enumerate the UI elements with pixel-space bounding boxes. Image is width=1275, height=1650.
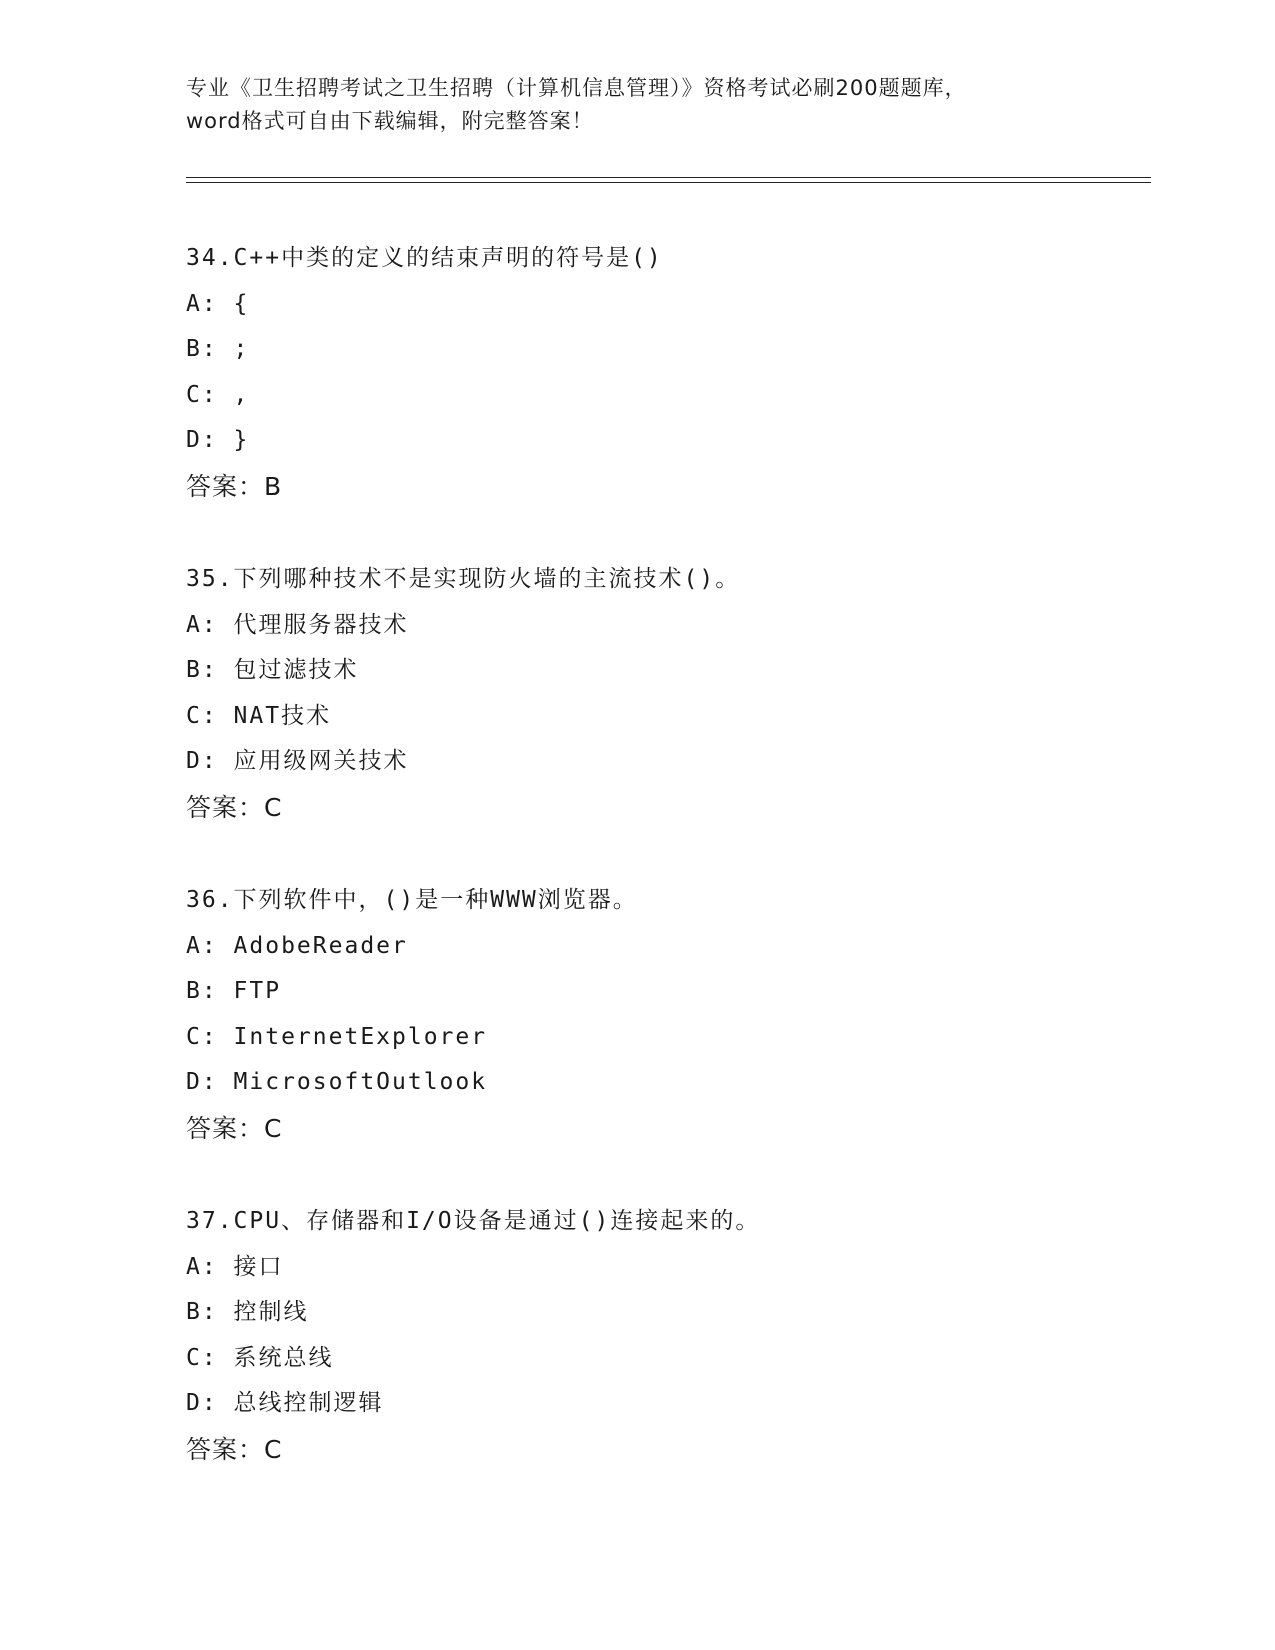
option-a: A: 接口 [186, 1253, 284, 1280]
option-d: D: } [186, 427, 250, 453]
header-line-1: 专业《卫生招聘考试之卫生招聘（计算机信息管理）》资格考试必刷200题题库， [186, 76, 967, 100]
option-b: B: 控制线 [186, 1299, 309, 1325]
question-35 [186, 557, 1146, 830]
document-header [186, 72, 1086, 138]
question-text: 37.CPU、存储器和I/O设备是通过()连接起来的。 [186, 1208, 761, 1234]
option-c: C: , [186, 381, 250, 408]
option-c: C: InternetExplorer [186, 1023, 488, 1050]
option-b: B: FTP [186, 978, 282, 1004]
answer-line: 答案：B [186, 471, 283, 501]
header-line-2: word格式可自由下载编辑，附完整答案！ [186, 109, 594, 133]
option-a: A: { [186, 290, 250, 317]
option-b: B: 包过滤技术 [186, 657, 359, 683]
header-divider-bottom [186, 182, 1151, 183]
option-c: C: 系统总线 [186, 1344, 334, 1371]
option-a: A: AdobeReader [186, 932, 408, 959]
option-d: D: 总线控制逻辑 [186, 1390, 384, 1416]
option-c: C: NAT技术 [186, 702, 332, 729]
question-text: 35.下列哪种技术不是实现防火墙的主流技术()。 [186, 566, 741, 592]
question-list [186, 236, 1146, 1520]
answer-line: 答案：C [186, 1434, 283, 1464]
header-divider-top [186, 177, 1151, 178]
question-34 [186, 236, 1146, 509]
question-37 [186, 1199, 1146, 1472]
option-a: A: 代理服务器技术 [186, 611, 409, 638]
question-36 [186, 878, 1146, 1151]
question-text: 36.下列软件中，()是一种WWW浏览器。 [186, 887, 638, 913]
option-d: D: MicrosoftOutlook [186, 1069, 488, 1095]
answer-line: 答案：C [186, 792, 283, 822]
option-d: D: 应用级网关技术 [186, 748, 409, 774]
option-b: B: ; [186, 336, 250, 362]
question-text: 34.C++中类的定义的结束声明的符号是() [186, 245, 663, 271]
answer-line: 答案：C [186, 1113, 283, 1143]
